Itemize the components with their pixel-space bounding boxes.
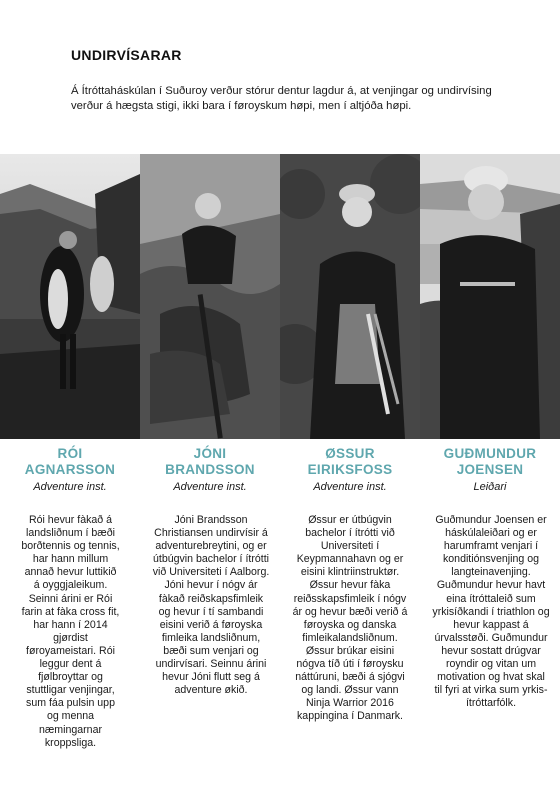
instructor-bio: Øssur er útbúgvin bachelor í ítrótti við Universiteti í Keypmannahavn og er eisini klintriinstruktør. Øssur hevur fàka reiðsskapsfimleik í nógv ár og hevur bæði verið á føroyska og danska fimleikalandsliðnum. Øssur brúkar eisini nógva tíð úti í føroysku náttúruni, bæði á sjógvi og landi. Øssur vann Ninja Warrior 2016 kappingina í Danmark. bbox=[292, 514, 408, 723]
instructor-bio: Rói hevur fàkað á landsliðnum í bæði borðtennis og tennis, har hann millum annað hevur luttikið á oyggjaleikum. Seinni árini er Rói farin at fàka cross fit, har hann í 2014 gjørdist føroyameistari. Rói leggur dent á fjølbroyttar og stuttligar venjingar, sum fáa pulsin upp og menna næmingarnar kroppsliga. bbox=[21, 514, 120, 749]
instructor-role: Adventure inst. bbox=[33, 481, 107, 493]
instructor-first-name: RÓI bbox=[57, 446, 83, 461]
instructor-role: Adventure inst. bbox=[173, 481, 247, 493]
instructor-first-name: GUÐMUNDUR bbox=[443, 446, 537, 461]
page-title: UNDIRVÍSARAR bbox=[71, 47, 182, 63]
instructor-role: Leiðari bbox=[473, 481, 507, 493]
instructor-role: Adventure inst. bbox=[313, 481, 387, 493]
photo-joni-brandsson bbox=[140, 154, 280, 439]
photo-roi-agnarsson bbox=[0, 154, 140, 439]
instructor-card-ossur bbox=[280, 446, 420, 724]
instructor-bio: Jóni Brandsson Christiansen undirvísir á adventurebreytini, og er útbúgvin bachelor í ítrótti við Universiteti í Aalborg. Jóni hevur í nógv ár fàkað reiðskapsfimleik og hevur í tí sambandi eisini verið á føroyska fimleika landsliðnum, bæði sum venjari og undirvísari. Seinnu árini hevur Jóni flutt seg á adventure økið. bbox=[152, 514, 270, 697]
instructor-first-name: ØSSUR bbox=[325, 446, 375, 461]
instructor-bio: Guðmundur Joensen er háskúlaleiðari og er harumframt venjari í konditiónsvenjing og langteinavenjing. Guðmundur hevur havt eina ítróttaleið sum yrkisíðkandi í triathlon og hevur kappast á úrvalsstøði. Guðmundur hevur sostatt drúgvar royndir og vitan um motivation og hvat skal til fyri at virka sum yrkis-ítróttarfólk. bbox=[432, 514, 550, 710]
instructor-last-name: AGNARSSON bbox=[24, 462, 116, 477]
photo-ossur-eiriksfoss bbox=[280, 154, 420, 439]
instructor-card-roi bbox=[0, 446, 140, 750]
instructor-last-name: JOENSEN bbox=[456, 462, 524, 477]
photo-gudmundur-joensen bbox=[420, 154, 560, 439]
instructor-card-joni bbox=[140, 446, 280, 697]
instructor-photo-strip bbox=[0, 154, 560, 439]
instructor-last-name: BRANDSSON bbox=[165, 462, 255, 477]
instructor-card-gudmundur bbox=[420, 446, 560, 710]
intro-paragraph: Á Ítróttaháskúlan í Suðuroy verður stórur dentur lagdur á, at venjingar og undirvísing verður á hægsta stigi, ikki bara í føroyskum høpi, men í altjóða høpi. bbox=[71, 85, 492, 112]
instructor-first-name: JÓNI bbox=[193, 446, 227, 461]
instructor-last-name: EIRIKSFOSS bbox=[307, 462, 393, 477]
